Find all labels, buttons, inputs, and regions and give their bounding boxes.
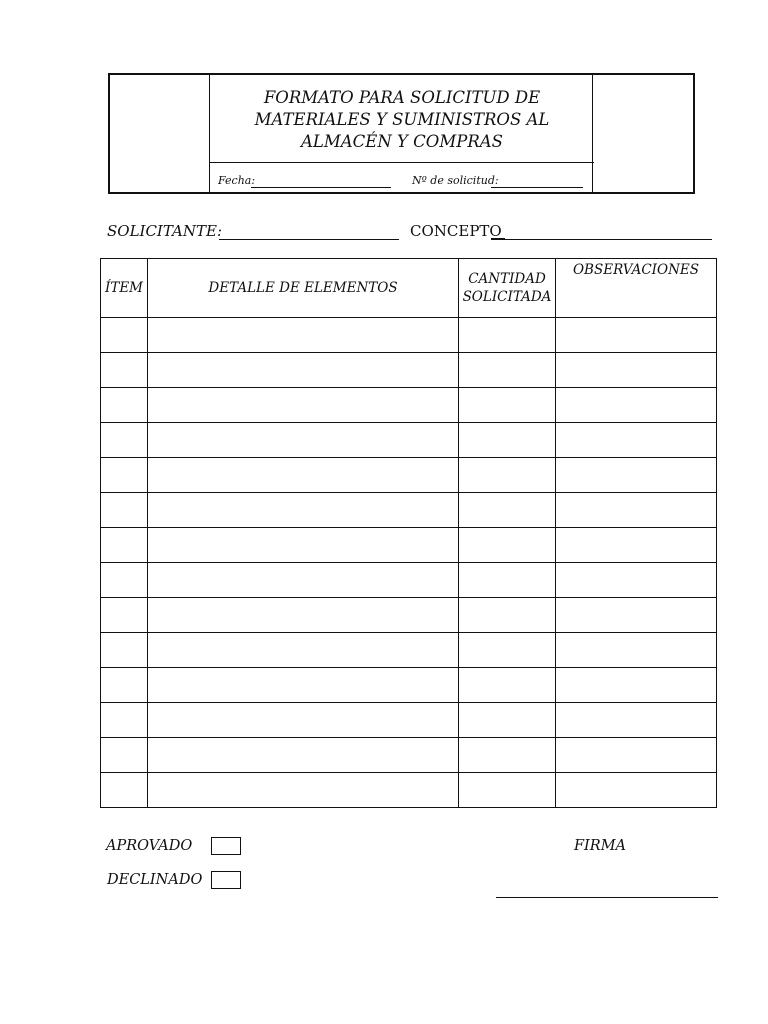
item-cell[interactable] — [101, 738, 148, 773]
form-title — [210, 75, 594, 162]
cantidad-cell[interactable] — [459, 703, 556, 738]
detalle-cell[interactable] — [148, 423, 459, 458]
logo-placeholder — [110, 75, 210, 192]
observaciones-cell[interactable] — [556, 318, 717, 353]
header-detalle: DETALLE DE ELEMENTOS — [148, 259, 459, 318]
detalle-cell[interactable] — [148, 458, 459, 493]
table-row — [101, 458, 717, 493]
observaciones-cell[interactable] — [556, 563, 717, 598]
declinado-label: DECLINADO — [107, 872, 203, 888]
cantidad-cell[interactable] — [459, 423, 556, 458]
observaciones-cell[interactable] — [556, 423, 717, 458]
cantidad-cell[interactable] — [459, 318, 556, 353]
firma-field[interactable] — [496, 897, 718, 898]
concepto-label: CONCEPTO — [410, 222, 502, 240]
form-title-line-3: ALMACÉN Y COMPRAS — [301, 131, 503, 151]
detalle-cell[interactable] — [148, 493, 459, 528]
cantidad-cell[interactable] — [459, 458, 556, 493]
cantidad-cell[interactable] — [459, 773, 556, 808]
header-divider — [210, 162, 594, 163]
cantidad-cell[interactable] — [459, 668, 556, 703]
table-row — [101, 633, 717, 668]
table-row — [101, 773, 717, 808]
detalle-cell[interactable] — [148, 318, 459, 353]
cantidad-cell[interactable] — [459, 493, 556, 528]
item-cell[interactable] — [101, 668, 148, 703]
firma-label: FIRMA — [574, 838, 627, 854]
aprovado-checkbox[interactable] — [211, 837, 241, 855]
table-row — [101, 598, 717, 633]
table-body — [101, 318, 717, 808]
concepto-field-mark — [491, 238, 505, 240]
detalle-cell[interactable] — [148, 633, 459, 668]
observaciones-cell[interactable] — [556, 633, 717, 668]
header-cantidad-line-1: CANTIDAD — [468, 271, 546, 287]
item-cell[interactable] — [101, 458, 148, 493]
table-row — [101, 703, 717, 738]
cantidad-cell[interactable] — [459, 353, 556, 388]
header-cantidad-line-2: SOLICITADA — [462, 289, 552, 305]
table-row — [101, 738, 717, 773]
observaciones-cell[interactable] — [556, 353, 717, 388]
cantidad-cell[interactable] — [459, 738, 556, 773]
header-observaciones: OBSERVACIONES — [556, 259, 717, 318]
observaciones-cell[interactable] — [556, 388, 717, 423]
detalle-cell[interactable] — [148, 668, 459, 703]
form-header — [108, 73, 695, 194]
numero-solicitud-label: Nº de solicitud: — [412, 174, 499, 187]
detalle-cell[interactable] — [148, 353, 459, 388]
item-cell[interactable] — [101, 388, 148, 423]
item-cell[interactable] — [101, 703, 148, 738]
cantidad-cell[interactable] — [459, 633, 556, 668]
header-right-cell — [592, 75, 693, 192]
item-cell[interactable] — [101, 528, 148, 563]
form-title-line-2: MATERIALES Y SUMINISTROS AL — [254, 109, 550, 129]
table-row — [101, 493, 717, 528]
table-row — [101, 353, 717, 388]
solicitante-field[interactable] — [219, 239, 399, 240]
header-cantidad — [459, 259, 556, 318]
detalle-cell[interactable] — [148, 738, 459, 773]
aprovado-label: APROVADO — [106, 838, 193, 854]
table-row — [101, 563, 717, 598]
item-cell[interactable] — [101, 318, 148, 353]
item-cell[interactable] — [101, 493, 148, 528]
table-row — [101, 668, 717, 703]
item-cell[interactable] — [101, 633, 148, 668]
declinado-checkbox[interactable] — [211, 871, 241, 889]
observaciones-cell[interactable] — [556, 703, 717, 738]
item-cell[interactable] — [101, 353, 148, 388]
table-row — [101, 318, 717, 353]
table-row — [101, 423, 717, 458]
fecha-label: Fecha: — [218, 174, 256, 187]
item-cell[interactable] — [101, 563, 148, 598]
observaciones-cell[interactable] — [556, 598, 717, 633]
solicitante-label: SOLICITANTE: — [107, 222, 223, 240]
detalle-cell[interactable] — [148, 563, 459, 598]
detalle-cell[interactable] — [148, 528, 459, 563]
cantidad-cell[interactable] — [459, 563, 556, 598]
concepto-field[interactable] — [491, 239, 712, 240]
header-item: ÍTEM — [101, 259, 148, 318]
observaciones-cell[interactable] — [556, 458, 717, 493]
table-row — [101, 528, 717, 563]
item-cell[interactable] — [101, 423, 148, 458]
detalle-cell[interactable] — [148, 773, 459, 808]
numero-solicitud-field[interactable] — [491, 187, 583, 188]
detalle-cell[interactable] — [148, 598, 459, 633]
detalle-cell[interactable] — [148, 388, 459, 423]
item-cell[interactable] — [101, 773, 148, 808]
observaciones-cell[interactable] — [556, 773, 717, 808]
observaciones-cell[interactable] — [556, 493, 717, 528]
item-cell[interactable] — [101, 598, 148, 633]
fecha-field[interactable] — [251, 187, 391, 188]
table-row — [101, 388, 717, 423]
form-title-line-1: FORMATO PARA SOLICITUD DE — [263, 87, 541, 107]
observaciones-cell[interactable] — [556, 738, 717, 773]
detalle-cell[interactable] — [148, 703, 459, 738]
items-table — [100, 258, 717, 808]
cantidad-cell[interactable] — [459, 528, 556, 563]
cantidad-cell[interactable] — [459, 598, 556, 633]
observaciones-cell[interactable] — [556, 668, 717, 703]
cantidad-cell[interactable] — [459, 388, 556, 423]
table-header-row — [101, 259, 717, 318]
observaciones-cell[interactable] — [556, 528, 717, 563]
